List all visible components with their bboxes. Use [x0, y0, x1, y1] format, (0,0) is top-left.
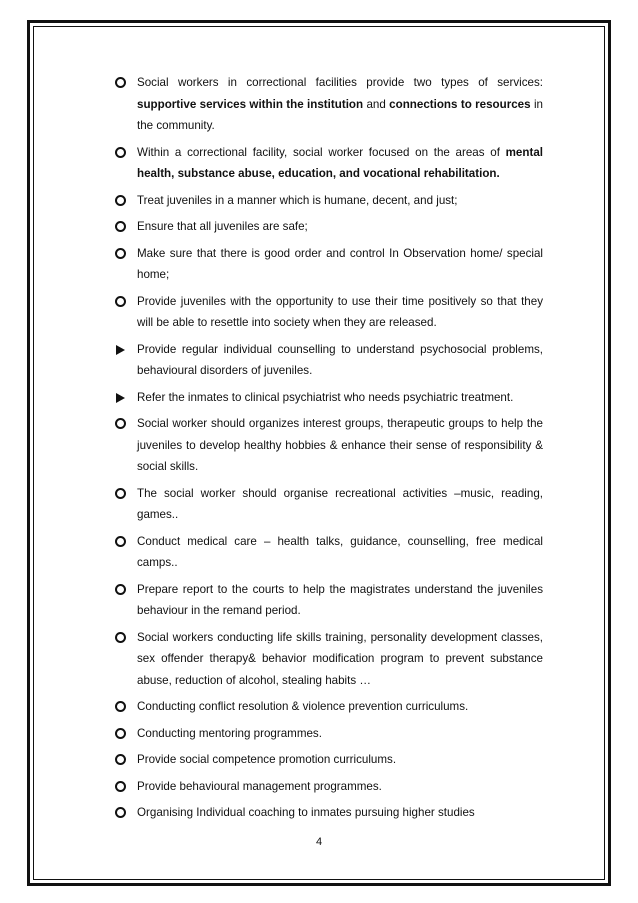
list-item — [115, 291, 543, 334]
list-item — [115, 339, 543, 382]
text-run: in the community. — [137, 97, 543, 132]
list-item — [115, 696, 543, 718]
bold-text: supportive services within the institution — [137, 97, 364, 111]
circle-bullet-icon — [115, 696, 131, 720]
list-item-text — [137, 753, 396, 766]
text-run: Make sure that there is good order and control In Observation home/ special home; — [137, 246, 543, 281]
list-item-text — [137, 700, 468, 713]
circle-bullet-icon — [115, 291, 131, 315]
bold-text: mental health, substance abuse, education, and vocational rehabilitation. — [137, 145, 543, 180]
list-item-text — [137, 220, 308, 233]
text-run: Provide behavioural management programmes. — [137, 779, 382, 793]
list-item — [115, 579, 543, 622]
circle-bullet-icon — [115, 723, 131, 747]
text-run: and — [363, 97, 390, 111]
text-run: Treat juveniles in a manner which is humane, decent, and just; — [137, 193, 458, 207]
list-item — [115, 627, 543, 692]
list-item — [115, 387, 543, 409]
arrow-bullet-icon — [115, 387, 131, 411]
circle-bullet-icon — [115, 142, 131, 166]
list-item — [115, 531, 543, 574]
list-item-text — [137, 247, 543, 282]
circle-bullet-icon — [115, 190, 131, 214]
text-run: Provide juveniles with the opportunity to use their time positively so that they will be able to resettle into society when they are released. — [137, 294, 543, 329]
circle-bullet-icon — [115, 802, 131, 826]
circle-bullet-icon — [115, 531, 131, 555]
arrow-bullet-icon — [115, 339, 131, 363]
text-run: Social worker should organizes interest groups, therapeutic groups to help the juveniles to develop healthy hobbies & enhance their sense of responsibility & social skills. — [137, 417, 543, 473]
circle-bullet-icon — [115, 243, 131, 267]
list-item-text — [137, 727, 322, 740]
list-item-text — [137, 780, 382, 793]
list-item — [115, 776, 543, 798]
list-item-text — [137, 535, 543, 570]
text-run: Organising Individual coaching to inmates pursuing higher studies — [137, 806, 475, 819]
circle-bullet-icon — [115, 776, 131, 800]
text-run: Social workers in correctional facilities provide two types of services: — [137, 76, 543, 89]
list-item — [115, 72, 543, 137]
page-number: 4 — [315, 836, 323, 848]
circle-bullet-icon — [115, 216, 131, 240]
text-run: Refer the inmates to clinical psychiatrist who needs psychiatric treatment. — [137, 390, 514, 404]
list-item — [115, 413, 543, 478]
list-item-text — [137, 391, 513, 404]
text-run: Prepare report to the courts to help the magistrates understand the juveniles behaviour in the remand period. — [137, 582, 543, 617]
list-item-text — [137, 487, 543, 522]
bold-text: connections to resources — [389, 97, 531, 111]
text-run: Social workers conducting life skills training, personality development classes, sex offender therapy& behavior modification program to prevent substance abuse, reduction of alcohol, stealing habits … — [137, 630, 543, 687]
list-item — [115, 216, 543, 238]
list-item-text — [137, 583, 543, 618]
list-item-text — [137, 146, 543, 181]
text-run: Conducting conflict resolution & violence prevention curriculums. — [137, 700, 469, 713]
circle-bullet-icon — [115, 483, 131, 507]
list-item — [115, 483, 543, 526]
text-run: Provide regular individual counselling to understand psychosocial problems, behavioural disorders of juveniles. — [137, 342, 543, 377]
text-run: The social worker should organise recreational activities –music, reading, games.. — [137, 486, 543, 521]
list-item-text — [137, 343, 543, 378]
list-item-text — [137, 806, 475, 819]
circle-bullet-icon — [115, 579, 131, 603]
list-item-text — [137, 194, 458, 207]
list-item — [115, 749, 543, 771]
circle-bullet-icon — [115, 749, 131, 773]
list-item-text — [137, 631, 543, 687]
circle-bullet-icon — [115, 627, 131, 651]
text-run: Conduct medical care – health talks, guidance, counselling, free medical camps.. — [137, 534, 543, 569]
list-item — [115, 142, 543, 185]
circle-bullet-icon — [115, 72, 131, 96]
list-item-text — [137, 417, 543, 473]
list-item-text — [137, 76, 543, 132]
text-run: Conducting mentoring programmes. — [137, 726, 322, 740]
circle-bullet-icon — [115, 413, 131, 437]
bullet-list — [115, 72, 543, 829]
list-item — [115, 723, 543, 745]
list-item — [115, 190, 543, 212]
list-item — [115, 243, 543, 286]
list-item-text — [137, 295, 543, 330]
text-run: Within a correctional facility, social worker focused on the areas of — [137, 145, 506, 159]
list-item — [115, 802, 543, 824]
text-run: Ensure that all juveniles are safe; — [137, 220, 308, 233]
text-run: Provide social competence promotion curriculums. — [137, 753, 397, 766]
